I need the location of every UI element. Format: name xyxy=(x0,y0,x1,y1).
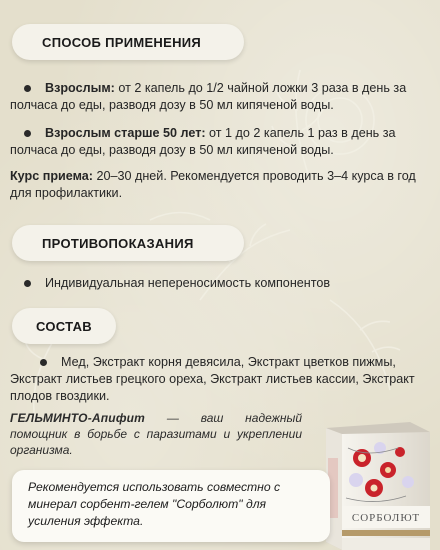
composition-text: Мед, Экстракт корня девясила, Экстракт цветков пижмы, Экстракт листьев грецкого ореха, Экстракт листьев кассии, Экстракт плодов гвоздики. xyxy=(10,355,415,403)
section-title-contraindications: ПРОТИВОПОКАЗАНИЯ xyxy=(42,235,194,251)
section-header-usage xyxy=(12,24,244,60)
bullet-icon xyxy=(24,85,31,92)
bullet-icon xyxy=(24,280,31,287)
product-box-image xyxy=(318,418,436,550)
section-title-usage: СПОСОБ ПРИМЕНЕНИЯ xyxy=(42,34,202,50)
recommendation-card xyxy=(12,470,330,542)
product-name: СОРБОЛЮТ xyxy=(351,512,421,524)
usage-adults: Взрослым: от 2 капель до 1/2 чайной ложки 3 раза в день за полчаса до еды, разводя дозу в 50 мл кипяченой воды. xyxy=(10,81,407,112)
contraindication-item: Индивидуальная непереносимость компонентов xyxy=(10,275,430,292)
section-header-contraindications xyxy=(12,225,244,261)
recommendation-text: Рекомендуется использовать совместно с минерал сорбент-гелем "Сорболют" для усиления эффекта. xyxy=(28,480,281,528)
section-header-composition xyxy=(12,308,116,344)
section-title-composition: СОСТАВ xyxy=(36,318,92,334)
brand-name: ГЕЛЬМИНТО-Апифит xyxy=(10,411,146,425)
usage-course: Курс приема: 20–30 дней. Рекомендуется проводить 3–4 курса в год для профилактики. xyxy=(10,169,416,200)
bullet-icon xyxy=(24,130,31,137)
promo-text: ГЕЛЬМИНТО-Апифит — ваш надежный помощник в борьбе с паразитами и укреплении организма. xyxy=(10,411,302,457)
bullet-icon xyxy=(40,359,47,366)
usage-adults-over-50: Взрослым старше 50 лет: от 1 до 2 капель 1 раз в день за полчаса до еды, разводя дозу в 50 мл кипяченой воды. xyxy=(10,126,396,157)
